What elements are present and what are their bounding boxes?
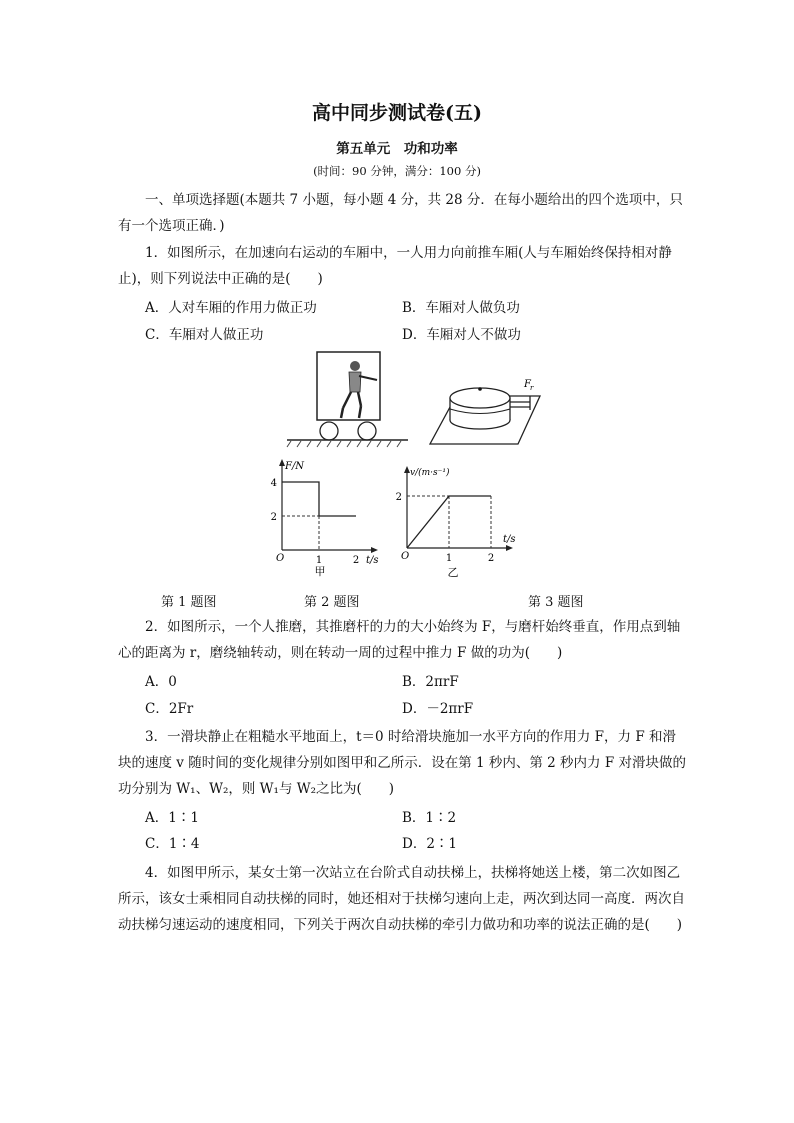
question-2-option-d: D．－2πrF bbox=[402, 701, 474, 717]
graph-f-ytick-2: 2 bbox=[270, 512, 277, 523]
graph-f-ylabel: F/N bbox=[285, 461, 305, 472]
question-3-option-b: B．1∶2 bbox=[402, 810, 457, 826]
graph-v-ylabel: v/(m·s⁻¹) bbox=[410, 468, 450, 478]
figure-1-cart bbox=[285, 350, 410, 450]
graph-f-caption: 甲 bbox=[314, 565, 326, 578]
page-title: 高中同步测试卷(五) bbox=[312, 102, 482, 124]
graph-v-caption: 乙 bbox=[447, 566, 459, 579]
question-3-stem: 3．一滑块静止在粗糙水平地面上，t＝0 时给滑块施加一水平方向的作用力 F，力 F 和滑块的速度 v 随时间的变化规律分别如图甲和乙所示．设在第 1 秒内、第 2 秒内力 F 对滑块做的功分别为 W₁、W₂，则 W₁与 W₂之比为( ) bbox=[118, 729, 687, 797]
figure-2-force-sub: r bbox=[530, 384, 534, 392]
question-3-option-a: A．1∶1 bbox=[145, 810, 199, 826]
graph-f-series-line bbox=[282, 482, 356, 516]
graph-f-xtick-2: 2 bbox=[352, 555, 360, 566]
figure-1-caption: 第 1 题图 bbox=[161, 595, 217, 610]
graph-f-origin: O bbox=[276, 553, 285, 564]
graph-v-guides bbox=[407, 496, 491, 548]
question-4-stem: 4．如图甲所示，某女士第一次站立在台阶式自动扶梯上，扶梯将她送上楼，第二次如图乙所示，该女士乘相同自动扶梯的同时，她还相对于扶梯匀速向上走，两次到达同一高度．两次自动扶梯匀速运动的速度相同，下列关于两次自动扶梯的牵引力做功和功率的说法正确的是( ) bbox=[118, 865, 685, 933]
question-1-stem: 1．如图所示，在加速向右运动的车厢中，一人用力向前推车厢(人与车厢始终保持相对静止)，则下列说法中正确的是( ) bbox=[118, 245, 672, 287]
graph-force-time bbox=[268, 455, 383, 580]
question-1-option-b: B．车厢对人做负功 bbox=[402, 300, 520, 316]
figure-2-force-label: F bbox=[524, 379, 531, 390]
figure-2-caption: 第 2 题图 bbox=[304, 595, 360, 610]
graph-velocity-time bbox=[395, 462, 520, 580]
graph-f-guides bbox=[282, 516, 319, 550]
question-1-option-d: D．车厢对人不做功 bbox=[402, 327, 521, 343]
exam-meta: (时间：90 分钟，满分：100 分) bbox=[313, 164, 481, 178]
graph-v-xtick-2: 2 bbox=[487, 553, 495, 564]
section-intro: 一、单项选择题(本题共 7 小题，每小题 4 分，共 28 分．在每小题给出的四个选项中，只有一个选项正确．) bbox=[118, 192, 683, 234]
question-1-option-a: A．人对车厢的作用力做正功 bbox=[145, 300, 317, 316]
question-3-option-d: D．2∶1 bbox=[402, 836, 458, 852]
figure-3-caption: 第 3 题图 bbox=[528, 595, 584, 610]
graph-f-xtick-1: 1 bbox=[315, 555, 323, 566]
graph-v-xtick-1: 1 bbox=[445, 553, 453, 564]
question-2-option-c: C．2Fr bbox=[145, 701, 194, 717]
graph-v-origin: O bbox=[401, 551, 410, 562]
question-2-option-a: A．0 bbox=[145, 674, 177, 690]
graph-f-xlabel: t/s bbox=[366, 555, 379, 566]
question-2-stem: 2．如图所示，一个人推磨，其推磨杆的力的大小始终为 F，与磨杆始终垂直，作用点到轴心的距离为 r，磨绕轴转动，则在转动一周的过程中推力 F 做的功为( ) bbox=[118, 619, 681, 661]
question-1-option-c: C．车厢对人做正功 bbox=[145, 327, 264, 343]
question-2-option-b: B．2πrF bbox=[402, 674, 459, 690]
question-3-option-c: C．1∶4 bbox=[145, 836, 200, 852]
figure-2-millstone bbox=[428, 368, 543, 448]
unit-subtitle: 第五单元 功和功率 bbox=[336, 141, 458, 157]
graph-f-ytick-4: 4 bbox=[270, 478, 277, 489]
graph-v-xlabel: t/s bbox=[503, 534, 516, 545]
graph-v-ytick-2: 2 bbox=[395, 492, 402, 503]
